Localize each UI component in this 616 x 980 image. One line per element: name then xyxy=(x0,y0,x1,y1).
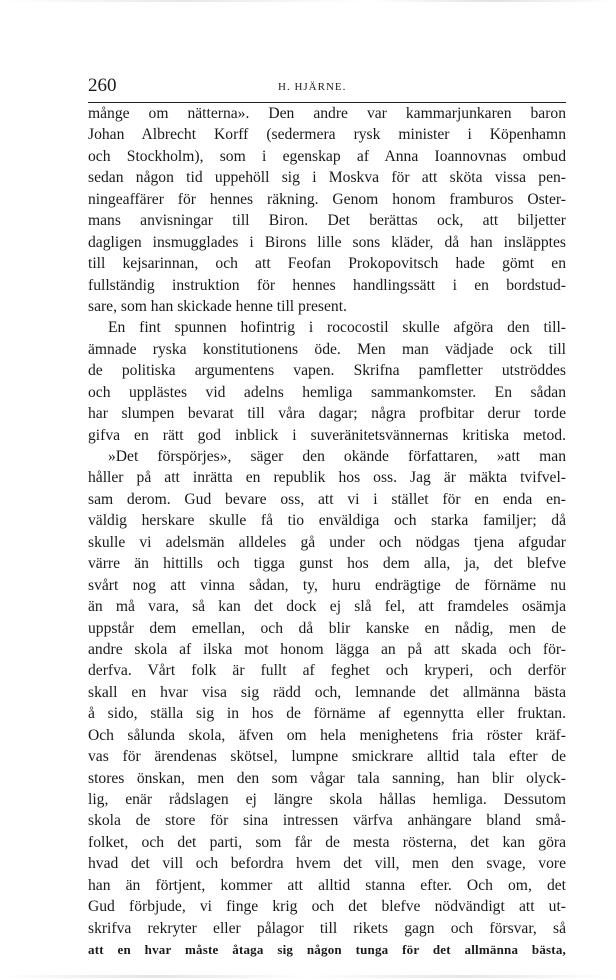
text-line: till kejsarinnan, och att Feofan Prokopovitsch hade gömt en xyxy=(88,255,566,273)
text-line: har slumpen bevarat till våra dagar; några profbitar derur torde xyxy=(88,405,566,423)
text-line: Gud förbjude, vi finge krig och det blefve nödvändigt att ut- xyxy=(88,898,566,916)
text-line: de politiska argumentens vapen. Skrifna pamfletter utströddes xyxy=(88,362,566,380)
text-line: andre skola af ilska mot honom lägga an på att skada och för- xyxy=(88,640,566,658)
text-line: ämnade ryska konstitutionens öde. Men man vädjade ock till xyxy=(88,340,566,358)
text-line: derfva. Vårt folk är fullt af feghet och kryperi, och derför xyxy=(88,662,566,680)
page-number: 260 xyxy=(88,75,117,96)
text-line: »Det förspörjes», säger den okände författaren, »att man xyxy=(108,448,566,465)
text-line: folket, och det parti, som får de mesta rösterna, det kan göra xyxy=(88,833,566,851)
text-line: skrifva rekryter eller pålagor till rikets gagn och försvar, så xyxy=(88,919,566,937)
text-line: och Stockholm), som i egenskap af Anna Ioannovnas ombud xyxy=(88,147,566,165)
text-line: ningeaffärer för hennes räkning. Genom honom framburos Oster- xyxy=(88,190,566,208)
text-line: än må vara, så kan det dock ej slå fel, att framdeles osämja xyxy=(88,598,566,616)
text-line: skulle vi adelsmän alldeles gå under och nödgas tjena afgudar xyxy=(88,533,566,551)
scan-edge-bottom xyxy=(0,975,616,978)
text-line: vas för ärendenas skötsel, lumpne smickrare alltid tala efter de xyxy=(88,748,566,766)
text-line: värre än hittills och tigga gunst hos dem alla, ja, det blefve xyxy=(88,555,566,573)
running-head: H. HJÄRNE. xyxy=(278,81,347,93)
text-line: Johan Albrecht Korff (sedermera rysk minister i Köpenhamn xyxy=(88,126,566,144)
text-line: gifva en rätt god inblick i suveränitetsvännernas kritiska metod. xyxy=(88,426,566,444)
text-line: skola de store för sina intressen värfva anhängare bland små- xyxy=(88,812,566,830)
text-line: mans anvisningar till Biron. Det berättas ock, att biljetter xyxy=(88,212,566,230)
text-line: å sido, ställa sig in hos de förnäme af egennytta eller fruktan. xyxy=(88,705,566,723)
text-line: hvad det vill och befordra hvem det vill, men den svage, vore xyxy=(88,855,566,873)
text-line: och upplästes vid adelns hemliga sammankomster. En sådan xyxy=(88,383,566,401)
text-line: sam derom. Gud bevare oss, att vi i stället för en enda en- xyxy=(88,490,566,508)
text-line: dagligen insmugglades i Birons lille sons kläder, då han insläpptes xyxy=(88,233,566,251)
text-line: att en hvar måste åtaga sig någon tunga för det allmänna bästa, xyxy=(88,942,566,958)
text-line: månge om nätterna». Den andre var kammarjunkaren baron xyxy=(88,105,566,122)
text-line: lig, enär rådslagen ej längre skola hållas hemliga. Dessutom xyxy=(88,791,566,808)
text-line: väldig herskare skulle få tio enväldiga och starka familjer; då xyxy=(88,512,566,530)
text-line: han än förtjent, kommer att alltid stanna efter. Och om, det xyxy=(88,876,566,894)
text-line: Och sålunda skola, äfven om hela menighetens fria röster kräf- xyxy=(88,726,566,744)
text-line: stores önskan, men den som vågar tala sanning, han blir olyck- xyxy=(88,769,566,787)
page-header xyxy=(88,74,566,98)
body-text xyxy=(88,103,566,961)
text-line: håller på att inrätta en republik hos oss. Jag är mäkta tvifvel- xyxy=(88,469,566,487)
text-line: svårt nog att vinna sådan, ty, huru endrägtige de förnäme nu xyxy=(88,576,566,594)
text-line: En fint spunnen hofintrig i rococostil skulle afgöra den till- xyxy=(108,319,566,337)
text-line: sedan någon tid uppehöll sig i Moskva för att sköta vissa pen- xyxy=(88,169,566,187)
text-line: fullständig instruktion för hennes handlingssätt i en bordstud- xyxy=(88,276,566,294)
text-line: sare, som han skickade henne till present. xyxy=(88,297,347,315)
text-line: uppstår dem emellan, och då blir kanske en nådig, men de xyxy=(88,619,566,637)
text-line: skall en hvar visa sig rädd och, lemnande det allmänna bästa xyxy=(88,683,566,701)
scan-edge-top xyxy=(0,0,616,2)
